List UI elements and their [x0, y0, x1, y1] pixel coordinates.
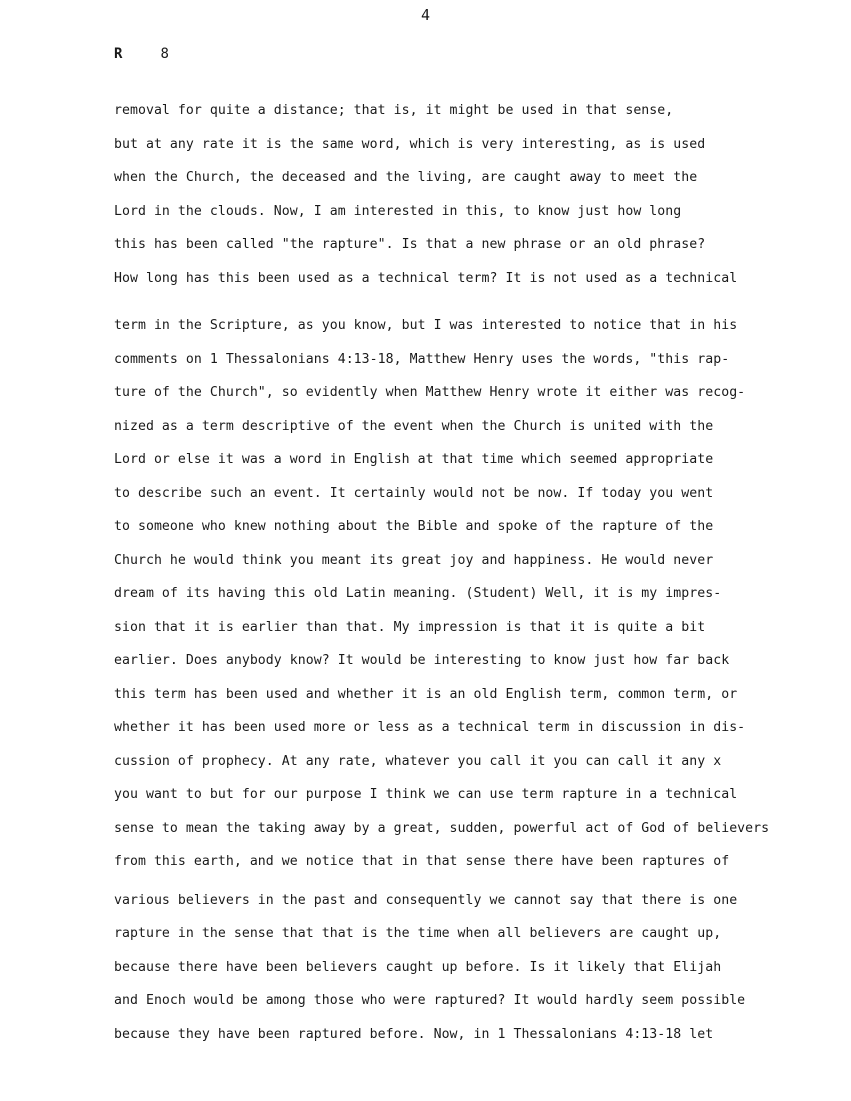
text-line: to someone who knew nothing about the Bible and spoke of the rapture of the — [114, 519, 714, 534]
text-line: rapture in the sense that that is the time when all believers are caught up, — [114, 926, 722, 941]
text-line: whether it has been used more or less as a technical term in discussion in dis- — [114, 720, 746, 735]
body-text — [114, 94, 814, 1051]
text-line: Church he would think you meant its great joy and happiness. He would never — [114, 552, 714, 568]
text-line: because there have been believers caught up before. Is it likely that Elijah — [114, 959, 722, 975]
text-line: term in the Scripture, as you know, but I was interested to notice that in his — [114, 318, 738, 333]
text-line: when the Church, the deceased and the living, are caught away to meet the — [114, 170, 698, 185]
text-line: to describe such an event. It certainly would not be now. If today you went — [114, 485, 714, 501]
text-line: ture of the Church", so evidently when Matthew Henry wrote it either was recog- — [114, 385, 746, 400]
text-line: Lord or else it was a word in English at that time which seemed appropriate — [114, 452, 714, 467]
text-line: various believers in the past and consequently we cannot say that there is one — [114, 892, 738, 908]
text-line: sense to mean the taking away by a great, sudden, powerful act of God of believers — [114, 820, 770, 836]
text-line: sion that it is earlier than that. My impression is that it is quite a bit — [114, 619, 706, 635]
text-line: because they have been raptured before. Now, in 1 Thessalonians 4:13-18 let — [114, 1026, 714, 1042]
text-line: comments on 1 Thessalonians 4:13-18, Matthew Henry uses the words, "this rap- — [114, 351, 730, 367]
text-line: but at any rate it is the same word, which is very interesting, as is used — [114, 136, 706, 152]
text-line: this term has been used and whether it is an old English term, common term, or — [114, 686, 738, 702]
page-header — [114, 46, 169, 62]
text-line: this has been called "the rapture". Is that a new phrase or an old phrase? — [114, 237, 706, 252]
text-line: cussion of prophecy. At any rate, whatever you call it you can call it any x — [114, 753, 722, 769]
text-line: from this earth, and we notice that in that sense there have been raptures of — [114, 854, 730, 869]
text-line: How long has this been used as a technical term? It is not used as a technical — [114, 270, 738, 286]
text-line: you want to but for our purpose I think we can use term rapture in a technical — [114, 787, 738, 802]
series-letter: R — [114, 46, 123, 62]
text-line: and Enoch would be among those who were raptured? It would hardly seem possible — [114, 993, 746, 1008]
text-line: earlier. Does anybody know? It would be interesting to know just how far back — [114, 653, 730, 668]
text-line: Lord in the clouds. Now, I am interested in this, to know just how long — [114, 203, 682, 219]
text-line: nized as a term descriptive of the event when the Church is united with the — [114, 418, 714, 434]
section-number: 8 — [160, 46, 169, 62]
text-line: dream of its having this old Latin meaning. (Student) Well, it is my impres- — [114, 586, 722, 601]
text-line: removal for quite a distance; that is, it might be used in that sense, — [114, 103, 674, 118]
page-number: 4 — [420, 6, 431, 24]
